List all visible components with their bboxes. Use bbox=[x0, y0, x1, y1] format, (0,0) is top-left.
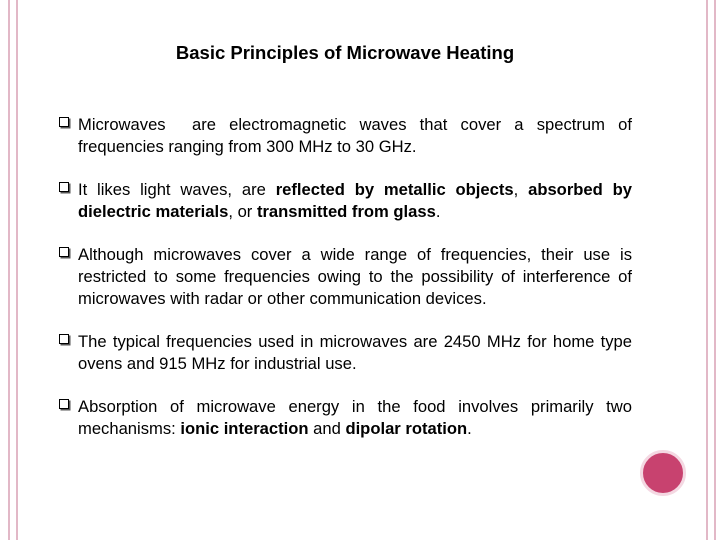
slide-title: Basic Principles of Microwave Heating bbox=[175, 42, 515, 63]
bullet-text: It likes light waves, are bbox=[78, 180, 276, 199]
bullet-item-4 bbox=[59, 331, 632, 375]
bullet-item-5 bbox=[59, 396, 632, 440]
bullet-text: and bbox=[308, 419, 346, 438]
bullet-item-1 bbox=[59, 114, 632, 158]
bullet-text: . bbox=[467, 419, 472, 438]
bullet-text: Microwaves are electromagnetic waves that cover a spectrum of frequencies ranging from 300 MHz to 30 GHz. bbox=[78, 115, 632, 156]
bold-term: absorbed by dielectric materials bbox=[78, 180, 632, 221]
bullet-text: , or bbox=[228, 202, 257, 221]
bold-term: dipolar rotation bbox=[345, 419, 468, 438]
bold-term: reflected by metallic objects bbox=[275, 180, 514, 199]
bold-term: ionic interaction bbox=[180, 419, 309, 438]
left-border-decoration bbox=[8, 0, 18, 540]
bold-term: transmitted from glass bbox=[256, 202, 436, 221]
bullet-text: . bbox=[435, 202, 441, 221]
decorative-circle bbox=[640, 450, 686, 496]
square-bullet-icon bbox=[59, 182, 69, 192]
square-bullet-icon bbox=[59, 399, 69, 409]
bullet-list bbox=[59, 114, 632, 440]
square-bullet-icon bbox=[59, 247, 69, 257]
bullet-text: , bbox=[513, 180, 529, 199]
bullet-text: Absorption of microwave energy in the food involves primarily two mechanisms: bbox=[78, 397, 632, 438]
right-border-decoration bbox=[706, 0, 716, 540]
bullet-item-3 bbox=[59, 244, 632, 310]
square-bullet-icon bbox=[59, 117, 69, 127]
bullet-text: Although microwaves cover a wide range of frequencies, their use is restricted to some frequencies owing to the possibility of interference of microwaves with radar or other communication devices. bbox=[78, 245, 632, 308]
square-bullet-icon bbox=[59, 334, 69, 344]
bullet-text: The typical frequencies used in microwaves are 2450 MHz for home type ovens and 915 MHz for industrial use. bbox=[78, 332, 632, 373]
bullet-item-2 bbox=[59, 179, 632, 223]
